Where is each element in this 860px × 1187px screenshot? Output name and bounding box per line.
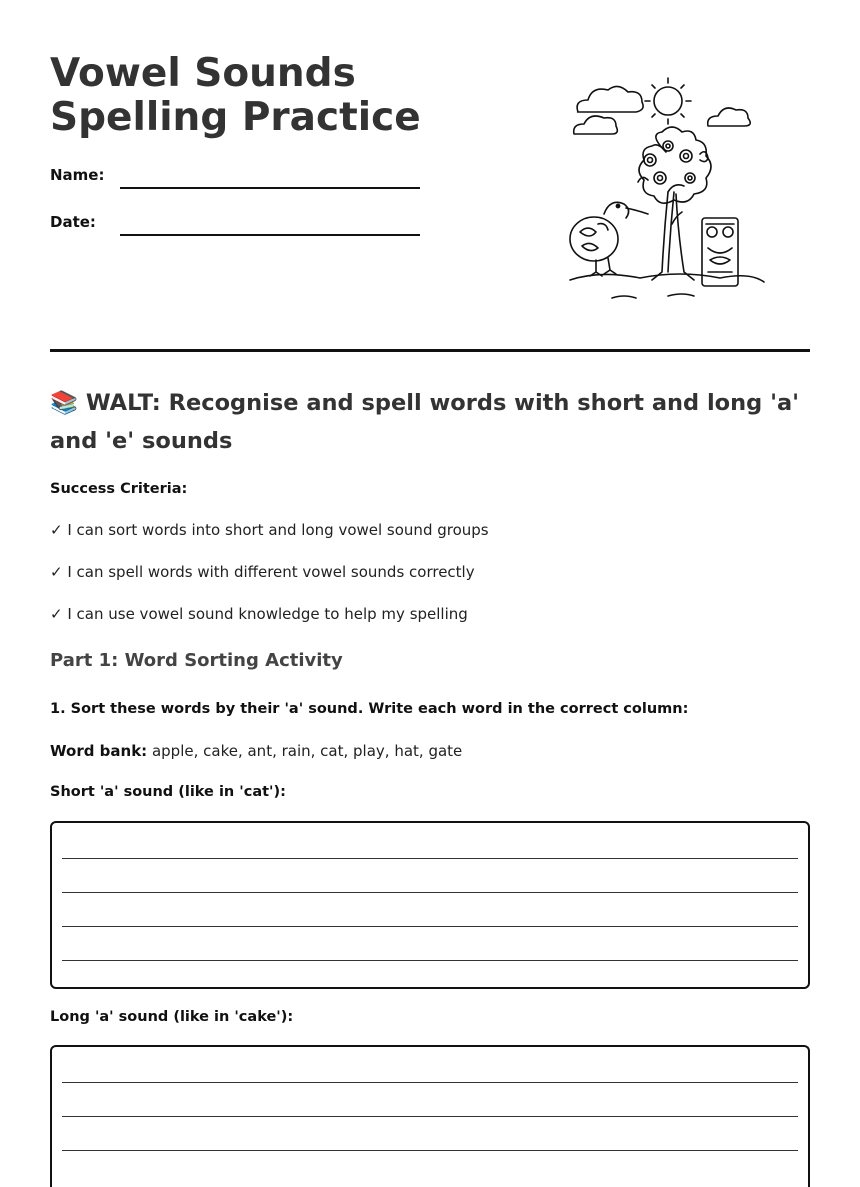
name-label: Name: — [50, 166, 105, 184]
worksheet-header — [50, 0, 810, 352]
word-bank-words: apple, cake, ant, rain, cat, play, hat, gate — [151, 742, 463, 760]
date-label: Date: — [50, 213, 96, 231]
page-title: Vowel Sounds Spelling Practice — [50, 51, 421, 140]
answer-line[interactable] — [62, 858, 798, 859]
answer-line[interactable] — [62, 892, 798, 893]
walt-text: WALT: Recognise and spell words with short and long 'a' and 'e' sounds — [50, 390, 800, 454]
answer-line[interactable] — [62, 1116, 798, 1117]
success-criterion-item: ✓ I can spell words with different vowel sounds correctly — [50, 563, 475, 581]
answer-line[interactable] — [62, 1082, 798, 1083]
success-criterion-item: ✓ I can sort words into short and long vowel sound groups — [50, 521, 489, 539]
header-divider — [50, 349, 810, 352]
success-criterion-item: ✓ I can use vowel sound knowledge to help my spelling — [50, 605, 468, 623]
part-1-heading: Part 1: Word Sorting Activity — [50, 650, 343, 671]
long-a-label: Long 'a' sound (like in 'cake'): — [50, 1009, 294, 1025]
walt-heading — [50, 384, 810, 460]
word-bank — [50, 742, 462, 760]
short-a-label: Short 'a' sound (like in 'cat'): — [50, 784, 286, 800]
answer-line[interactable] — [62, 1150, 798, 1151]
short-a-answer-box[interactable] — [50, 821, 810, 989]
answer-line[interactable] — [62, 960, 798, 961]
name-line[interactable] — [120, 187, 420, 189]
answer-line[interactable] — [62, 926, 798, 927]
kiwi-tree-tiki-illustration-icon — [568, 74, 768, 306]
worksheet-page — [50, 0, 810, 1025]
word-bank-label: Word bank: — [50, 742, 148, 760]
success-criteria-title: Success Criteria: — [50, 481, 188, 497]
date-line[interactable] — [120, 234, 420, 236]
books-icon: 📚 — [50, 390, 79, 416]
question-1-text: 1. Sort these words by their 'a' sound. Write each word in the correct column: — [50, 701, 689, 717]
long-a-answer-box[interactable] — [50, 1045, 810, 1187]
